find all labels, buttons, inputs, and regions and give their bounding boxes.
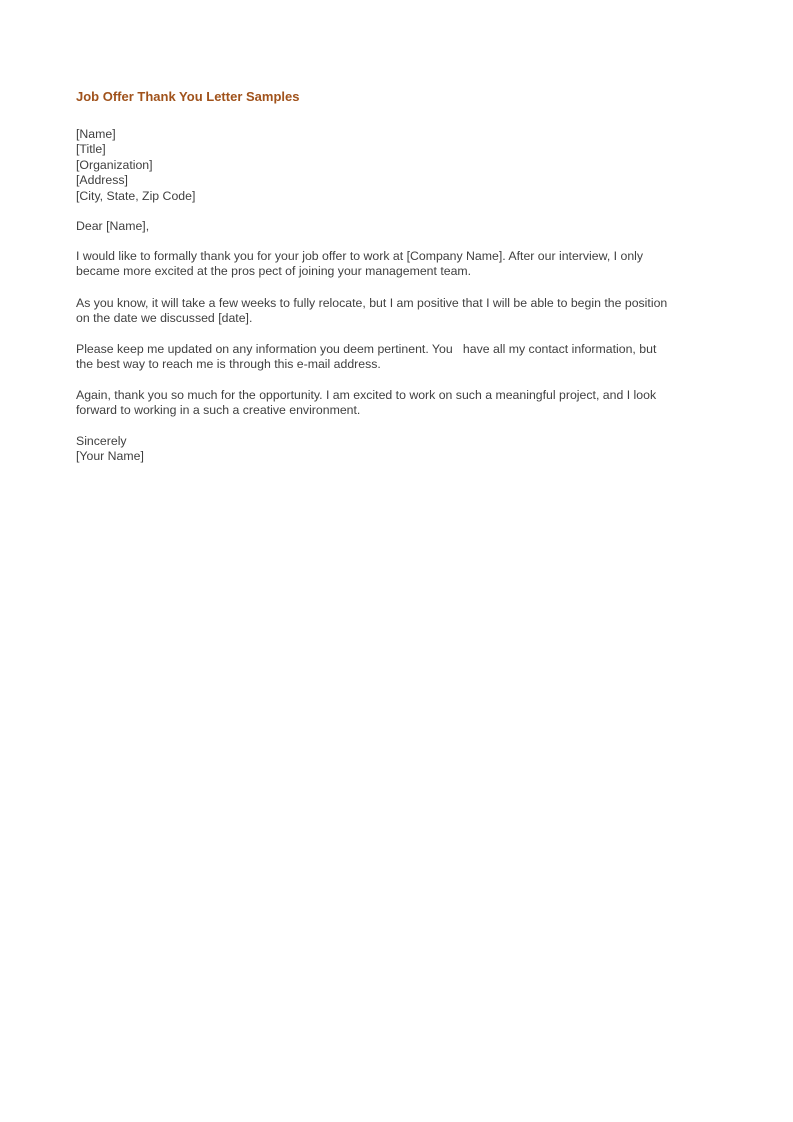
signature-name: [Your Name] [76, 449, 144, 464]
closing-phrase: Sincerely [76, 434, 127, 448]
address-line-city-state-zip: [City, State, Zip Code] [76, 188, 196, 203]
address-line-name: [Name] [76, 127, 116, 141]
paragraph-line: I would like to formally thank you for your job offer to work at [Company Name]. After our interview, I only [76, 249, 644, 263]
paragraph-line: Please keep me updated on any information you deem pertinent. You have all my contact information, but [76, 342, 657, 356]
address-line-title: [Title] [76, 142, 106, 157]
paragraph-line: on the date we discussed [date]. [76, 311, 253, 326]
document-title: Job Offer Thank You Letter Samples [76, 89, 300, 104]
paragraph-1 [76, 249, 643, 280]
paragraph-2 [76, 296, 667, 327]
paragraph-line: became more excited at the pros pect of joining your management team. [76, 264, 472, 279]
paragraph-line: the best way to reach me is through this e-mail address. [76, 357, 381, 372]
paragraph-4 [76, 388, 656, 419]
address-line-organization: [Organization] [76, 157, 153, 172]
paragraph-3 [76, 342, 656, 373]
paragraph-line: forward to working in a such a creative environment. [76, 403, 361, 418]
salutation: Dear [Name], [76, 219, 150, 233]
paragraph-line: Again, thank you so much for the opportunity. I am excited to work on such a meaningful project, and I look [76, 388, 657, 402]
paragraph-line: As you know, it will take a few weeks to fully relocate, but I am positive that I will be able to begin the position [76, 296, 668, 310]
recipient-address [76, 127, 195, 204]
letter-closing [76, 434, 144, 465]
address-line-address: [Address] [76, 173, 128, 188]
